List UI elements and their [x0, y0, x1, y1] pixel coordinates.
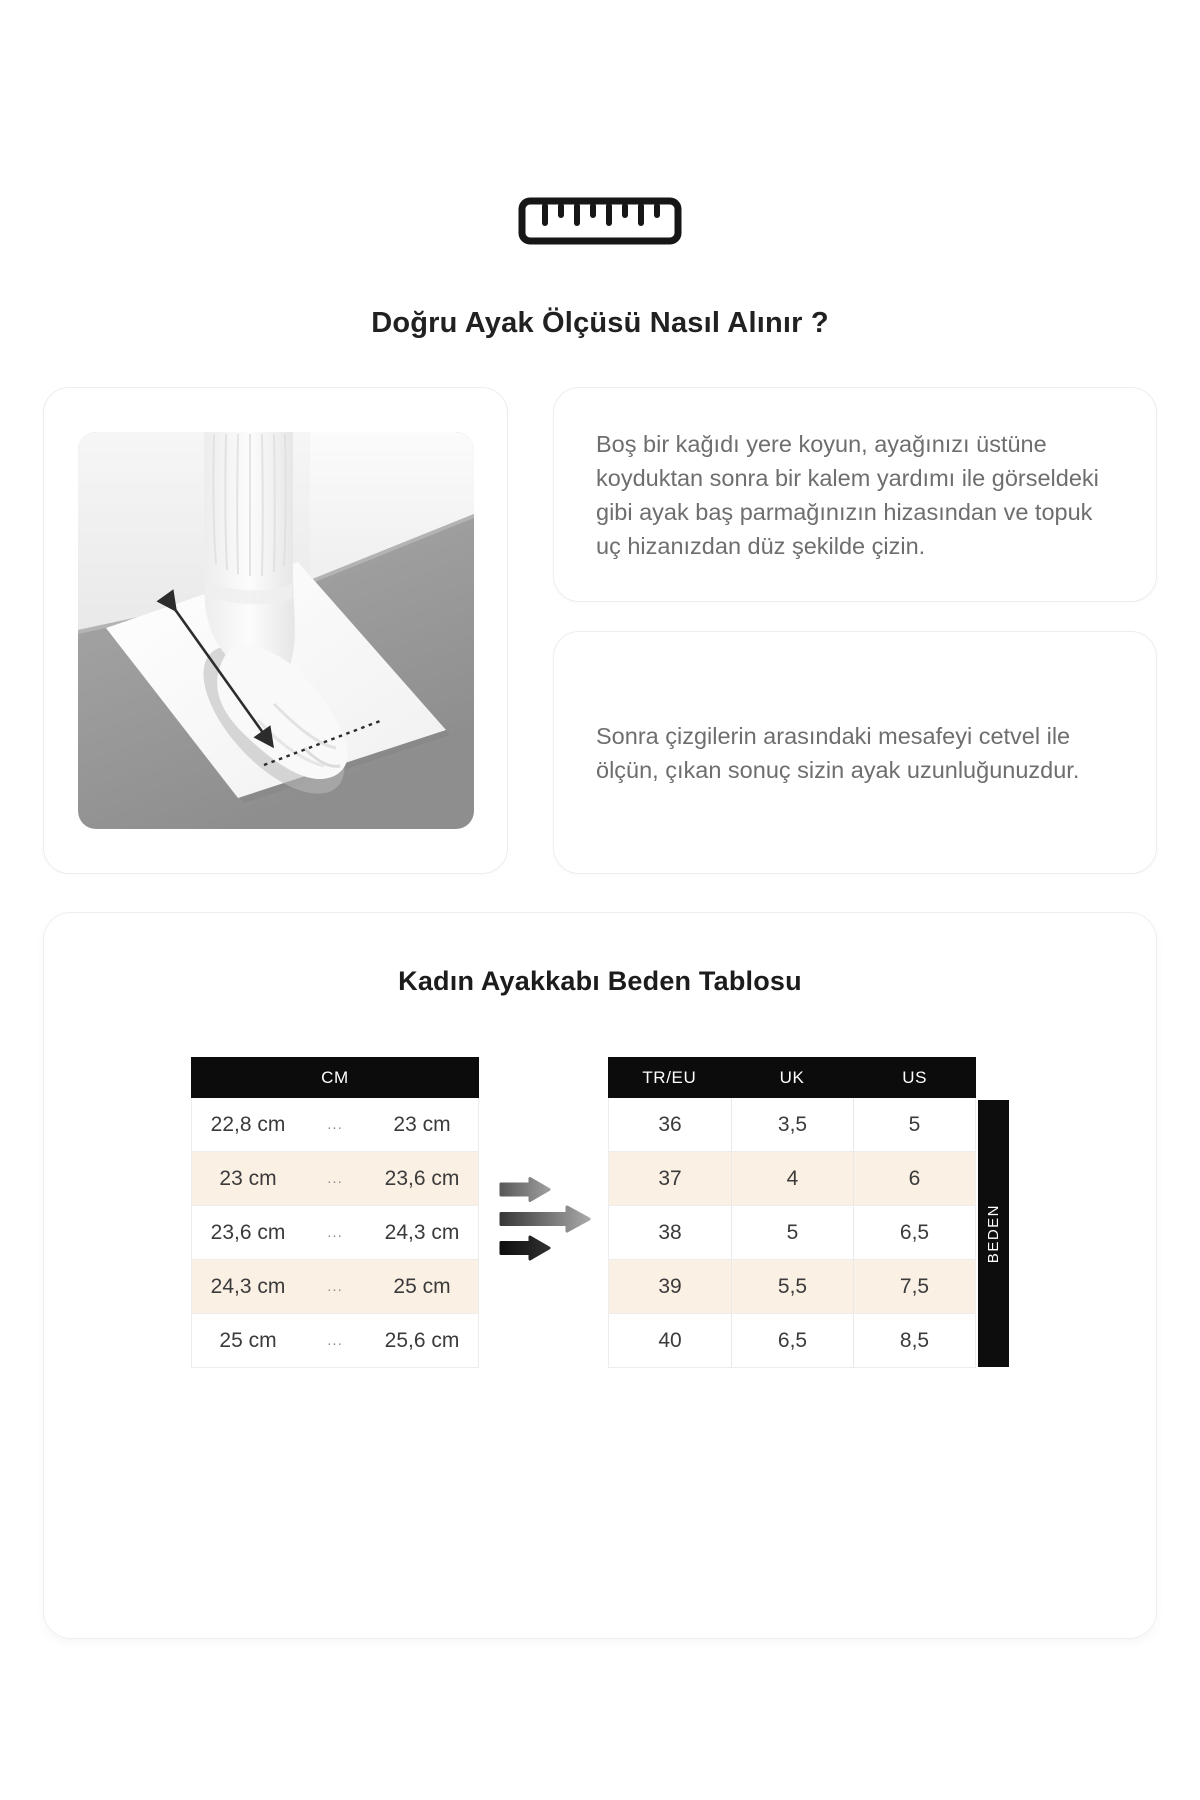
cm-to: 25,6 cm: [384, 1328, 460, 1352]
cm-header-label: CM: [321, 1067, 349, 1087]
foot-measurement-photo: [78, 432, 474, 829]
size-uk: 3,5: [731, 1098, 853, 1151]
howto-row: [43, 387, 1157, 874]
instruction-card-1: [553, 387, 1157, 602]
cm-table-header: [191, 1057, 479, 1098]
size-tr-eu: 40: [658, 1329, 682, 1352]
col-header-us: US: [902, 1067, 928, 1087]
hero-section: [43, 0, 1157, 341]
conversion-table-row: [609, 1151, 975, 1205]
size-uk: 4: [731, 1152, 853, 1205]
range-dots: ...: [327, 1332, 343, 1349]
size-tr-eu: 38: [658, 1221, 682, 1244]
transfer-arrows-icon: [498, 1175, 591, 1263]
size-uk: 6,5: [731, 1314, 853, 1367]
size-us: 6: [853, 1152, 975, 1205]
range-dots: ...: [327, 1116, 343, 1133]
col-header-uk: UK: [779, 1067, 805, 1087]
size-uk: 5: [731, 1206, 853, 1259]
size-table-card: [43, 912, 1157, 1639]
tables-row: [44, 1057, 1156, 1368]
size-tr-eu: 39: [658, 1275, 682, 1298]
beden-label: BEDEN: [985, 1203, 1002, 1264]
size-uk: 5,5: [731, 1260, 853, 1313]
size-tr-eu: 36: [658, 1113, 682, 1136]
range-dots: ...: [327, 1224, 343, 1241]
cm-from: 25 cm: [219, 1328, 277, 1352]
cm-from: 24,3 cm: [210, 1274, 286, 1298]
instruction-text-1: Boş bir kağıdı yere koyun, ayağınızı üstüne koyduktan sonra bir kalem yardımı ile görseldeki gibi ayak baş parmağınızın hizasından ve topuk uç hizanızdan düz şekilde çizin.: [596, 430, 1099, 559]
cm-table-row: [192, 1151, 478, 1205]
cm-to: 25 cm: [393, 1274, 451, 1298]
range-dots: ...: [327, 1170, 343, 1187]
size-table-title: Kadın Ayakkabı Beden Tablosu: [398, 966, 802, 996]
cm-from: 22,8 cm: [210, 1112, 286, 1136]
size-us: 5: [853, 1098, 975, 1151]
cm-table-row: [192, 1259, 478, 1313]
cm-to: 23 cm: [393, 1112, 451, 1136]
conversion-table-header: [608, 1057, 976, 1098]
conversion-table-row: [609, 1313, 975, 1367]
size-us: 8,5: [853, 1314, 975, 1367]
cm-from: 23,6 cm: [210, 1220, 286, 1244]
beden-side-bar: [978, 1100, 1009, 1367]
cm-to: 23,6 cm: [384, 1166, 460, 1190]
cm-table-row: [192, 1098, 478, 1151]
cm-to: 24,3 cm: [384, 1220, 460, 1244]
conversion-table-row: [609, 1205, 975, 1259]
instruction-card-2: [553, 631, 1157, 874]
conversion-table-row: [609, 1098, 975, 1151]
size-us: 6,5: [853, 1206, 975, 1259]
instruction-text-2: Sonra çizgilerin arasındaki mesafeyi cetvel ile ölçün, çıkan sonuç sizin ayak uzunluğunuzdur.: [596, 722, 1080, 783]
cm-table: [191, 1057, 479, 1368]
range-dots: ...: [327, 1278, 343, 1295]
size-us: 7,5: [853, 1260, 975, 1313]
instruction-steps: [553, 387, 1157, 874]
conversion-table-row: [609, 1259, 975, 1313]
col-header-tr-eu: TR/EU: [642, 1067, 697, 1087]
ruler-icon: [518, 197, 682, 245]
foot-photo-card: [43, 387, 508, 874]
page-title: Doğru Ayak Ölçüsü Nasıl Alınır ?: [371, 307, 829, 339]
cm-table-row: [192, 1313, 478, 1367]
cm-table-row: [192, 1205, 478, 1259]
cm-from: 23 cm: [219, 1166, 277, 1190]
size-tr-eu: 37: [658, 1167, 682, 1190]
conversion-table: [608, 1057, 976, 1368]
